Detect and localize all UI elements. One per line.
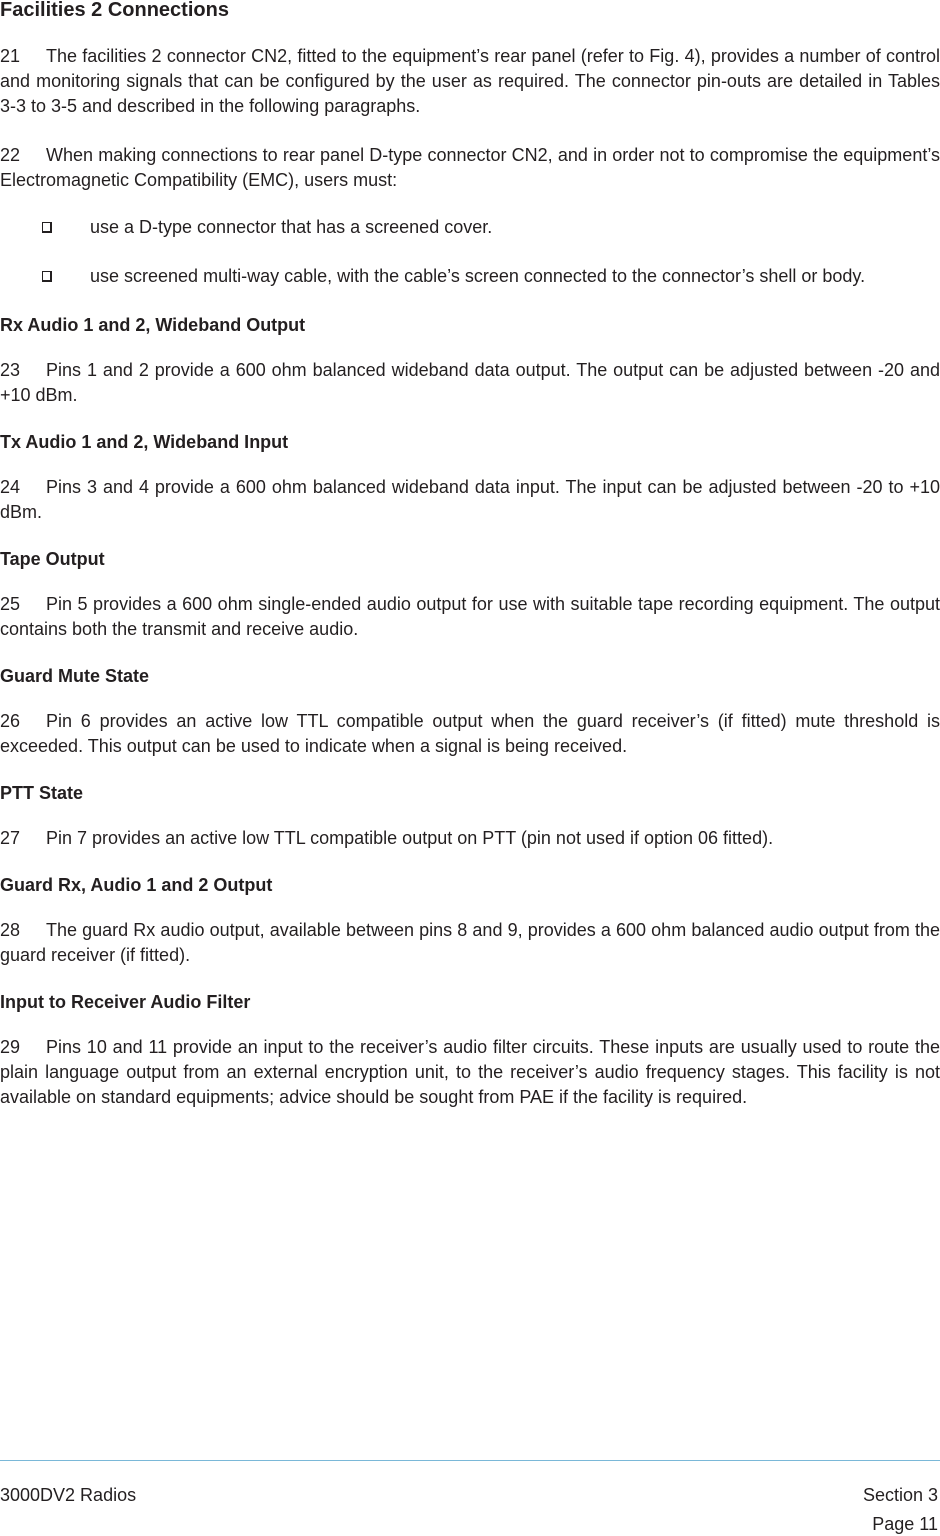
paragraph-28 bbox=[0, 918, 940, 968]
heading-guard-rx-audio: Guard Rx, Audio 1 and 2 Output bbox=[0, 875, 273, 895]
paragraph-text: Pin 5 provides a 600 ohm single-ended audio output for use with suitable tape recording equipment. The output contains both the transmit and receive audio. bbox=[0, 594, 940, 639]
paragraph-26 bbox=[0, 709, 940, 759]
paragraph-text: Pins 3 and 4 provide a 600 ohm balanced wideband data input. The input can be adjusted between -20 to +10 dBm. bbox=[0, 477, 940, 522]
paragraph-number: 25 bbox=[0, 594, 21, 614]
paragraph-25 bbox=[0, 592, 940, 642]
paragraph-text: Pin 6 provides an active low TTL compatible output when the guard receiver’s (if fitted) mute threshold is exceeded. This output can be used to indicate when a signal is being received. bbox=[0, 711, 940, 756]
paragraph-21 bbox=[0, 44, 940, 119]
paragraph-number: 22 bbox=[0, 145, 21, 165]
heading-tape-output: Tape Output bbox=[0, 549, 105, 569]
section-title: Facilities 2 Connections bbox=[0, 0, 229, 21]
paragraph-text: When making connections to rear panel D-type connector CN2, and in order not to compromise the equipment’s Electromagnetic Compatibility (EMC), users must: bbox=[0, 145, 940, 190]
paragraph-number: 23 bbox=[0, 360, 21, 380]
heading-guard-mute-state: Guard Mute State bbox=[0, 666, 150, 686]
paragraph-number: 24 bbox=[0, 477, 21, 497]
bullet-item bbox=[0, 215, 940, 240]
paragraph-number: 26 bbox=[0, 711, 21, 731]
paragraph-22 bbox=[0, 143, 940, 193]
paragraph-number: 21 bbox=[0, 46, 21, 66]
paragraph-27 bbox=[0, 826, 940, 851]
footer-divider bbox=[0, 1460, 940, 1461]
paragraph-29 bbox=[0, 1035, 940, 1110]
bullet-text: use a D-type connector that has a screened cover. bbox=[90, 217, 493, 237]
heading-input-receiver-audio-filter: Input to Receiver Audio Filter bbox=[0, 992, 251, 1012]
paragraph-text: Pins 10 and 11 provide an input to the receiver’s audio filter circuits. These inputs are usually used to route the plain language output from an external encryption unit, to the receiver’s audio frequency stages. This facility is not available on standard equipments; advice should be sought from PAE if the facility is required. bbox=[0, 1037, 940, 1107]
footer-page-number: Page 11 bbox=[872, 1514, 938, 1534]
paragraph-number: 29 bbox=[0, 1037, 21, 1057]
paragraph-number: 28 bbox=[0, 920, 21, 940]
footer-section-label: Section 3 bbox=[862, 1485, 938, 1505]
bullet-item bbox=[0, 264, 940, 289]
paragraph-24 bbox=[0, 475, 940, 525]
paragraph-text: Pin 7 provides an active low TTL compatible output on PTT (pin not used if option 06 fitted). bbox=[46, 828, 774, 848]
footer-product-name: 3000DV2 Radios bbox=[0, 1485, 137, 1505]
heading-tx-audio: Tx Audio 1 and 2, Wideband Input bbox=[0, 432, 289, 452]
paragraph-text: The guard Rx audio output, available between pins 8 and 9, provides a 600 ohm balanced audio output from the guard receiver (if fitted). bbox=[0, 920, 940, 965]
bullet-text: use screened multi-way cable, with the cable’s screen connected to the connector’s shell or body. bbox=[90, 266, 866, 286]
checkbox-bullet-icon bbox=[42, 222, 52, 233]
heading-ptt-state: PTT State bbox=[0, 783, 84, 803]
heading-rx-audio: Rx Audio 1 and 2, Wideband Output bbox=[0, 315, 306, 335]
paragraph-text: Pins 1 and 2 provide a 600 ohm balanced wideband data output. The output can be adjusted between -20 and +10 dBm. bbox=[0, 360, 940, 405]
paragraph-23 bbox=[0, 358, 940, 408]
paragraph-number: 27 bbox=[0, 828, 21, 848]
paragraph-text: The facilities 2 connector CN2, fitted to the equipment’s rear panel (refer to Fig. 4), provides a number of control and monitoring signals that can be configured by the user as required. The connector pin-outs are detailed in Tables 3-3 to 3-5 and described in the following paragraphs. bbox=[0, 46, 940, 116]
checkbox-bullet-icon bbox=[42, 271, 52, 282]
